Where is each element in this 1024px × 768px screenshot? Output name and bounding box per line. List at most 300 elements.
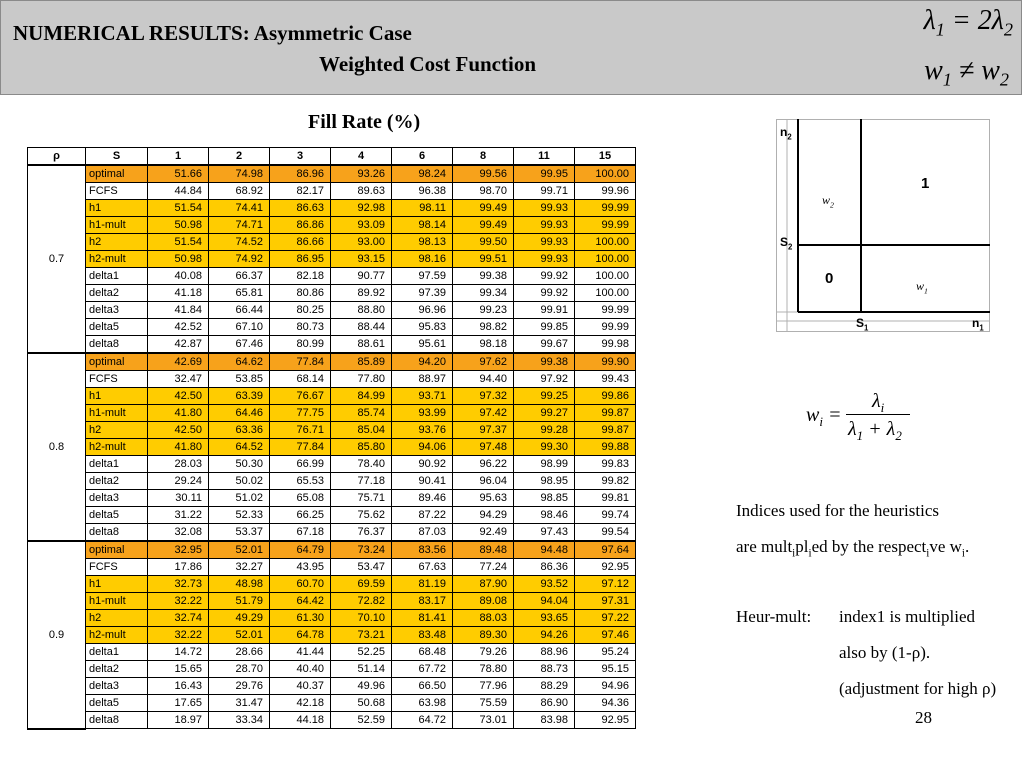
note-line-2: are $mult_ipl_ied$ by the respect$_i$ve $w_i$. — [736, 537, 970, 560]
fill-rate-cell: 99.98 — [575, 336, 636, 354]
fill-rate-cell: 99.88 — [575, 439, 636, 456]
policy-label: h2 — [86, 422, 148, 439]
fill-rate-cell: 86.66 — [270, 234, 331, 251]
fill-rate-cell: 50.02 — [209, 473, 270, 490]
fill-rate-cell: 95.83 — [392, 319, 453, 336]
fill-rate-cell: 74.98 — [209, 165, 270, 183]
policy-label: h1-mult — [86, 405, 148, 422]
fill-rate-cell: 94.06 — [392, 439, 453, 456]
fill-rate-cell: 51.02 — [209, 490, 270, 507]
fill-rate-cell: 63.36 — [209, 422, 270, 439]
fill-rate-cell: 78.40 — [331, 456, 392, 473]
policy-label: optimal — [86, 165, 148, 183]
table-row — [28, 371, 636, 388]
policy-label: h2 — [86, 610, 148, 627]
fill-rate-cell: 32.74 — [148, 610, 209, 627]
fill-rate-cell: 100.00 — [575, 285, 636, 302]
fill-rate-cell: 97.39 — [392, 285, 453, 302]
table-row — [28, 336, 636, 354]
fill-rate-cell: 97.42 — [453, 405, 514, 422]
fill-rate-cell: 52.01 — [209, 541, 270, 559]
fill-rate-cell: 96.38 — [392, 183, 453, 200]
fill-rate-cell: 99.74 — [575, 507, 636, 524]
fill-rate-cell: 100.00 — [575, 165, 636, 183]
table-row — [28, 661, 636, 678]
fill-rate-cell: 64.62 — [209, 353, 270, 371]
fill-rate-cell: 51.54 — [148, 234, 209, 251]
fill-rate-cell: 99.56 — [453, 165, 514, 183]
column-header: 6 — [392, 148, 453, 166]
fill-rate-cell: 99.82 — [575, 473, 636, 490]
fill-rate-cell: 66.99 — [270, 456, 331, 473]
policy-label: delta1 — [86, 456, 148, 473]
fill-rate-cell: 83.56 — [392, 541, 453, 559]
table-row — [28, 234, 636, 251]
fill-rate-cell: 83.17 — [392, 593, 453, 610]
slide-header — [0, 0, 1022, 95]
policy-label: h2-mult — [86, 439, 148, 456]
fill-rate-cell: 68.92 — [209, 183, 270, 200]
fill-rate-cell: 99.81 — [575, 490, 636, 507]
fill-rate-cell: 85.74 — [331, 405, 392, 422]
policy-label: delta5 — [86, 319, 148, 336]
fill-rate-cell: 99.83 — [575, 456, 636, 473]
policy-label: delta2 — [86, 285, 148, 302]
fill-rate-cell: 99.51 — [453, 251, 514, 268]
fill-rate-cell: 99.99 — [575, 302, 636, 319]
fill-rate-cell: 89.46 — [392, 490, 453, 507]
fill-rate-cell: 92.98 — [331, 200, 392, 217]
fill-rate-cell: 94.29 — [453, 507, 514, 524]
fill-rate-cell: 66.44 — [209, 302, 270, 319]
policy-label: delta8 — [86, 712, 148, 729]
table-row — [28, 285, 636, 302]
fill-rate-cell: 94.40 — [453, 371, 514, 388]
fill-rate-cell: 42.50 — [148, 422, 209, 439]
fill-rate-cell: 86.36 — [514, 559, 575, 576]
policy-label: h1 — [86, 388, 148, 405]
fill-rate-cell: 99.85 — [514, 319, 575, 336]
fill-rate-cell: 99.95 — [514, 165, 575, 183]
fill-rate-cell: 74.71 — [209, 217, 270, 234]
table-body — [28, 165, 636, 729]
fill-rate-cell: 93.76 — [392, 422, 453, 439]
fill-rate-cell: 98.70 — [453, 183, 514, 200]
fill-rate-cell: 82.17 — [270, 183, 331, 200]
fill-rate-cell: 96.96 — [392, 302, 453, 319]
column-header: 3 — [270, 148, 331, 166]
fill-rate-cell: 50.98 — [148, 251, 209, 268]
heur-mult-text — [839, 599, 996, 707]
fill-rate-cell: 92.95 — [575, 559, 636, 576]
fill-rate-cell: 92.49 — [453, 524, 514, 542]
fill-rate-cell: 65.53 — [270, 473, 331, 490]
fill-rate-cell: 44.84 — [148, 183, 209, 200]
fill-rate-cell: 95.61 — [392, 336, 453, 354]
fill-rate-cell: 94.36 — [575, 695, 636, 712]
fill-rate-cell: 41.84 — [148, 302, 209, 319]
fill-rate-cell: 53.47 — [331, 559, 392, 576]
fill-rate-cell: 74.41 — [209, 200, 270, 217]
table-row — [28, 268, 636, 285]
fill-rate-cell: 63.98 — [392, 695, 453, 712]
fill-rate-cell: 64.78 — [270, 627, 331, 644]
s2-label: $S_2$ — [780, 235, 793, 252]
fill-rate-cell: 85.04 — [331, 422, 392, 439]
table-row — [28, 165, 636, 183]
column-header: 8 — [453, 148, 514, 166]
fill-rate-cell: 98.95 — [514, 473, 575, 490]
fill-rate-cell: 80.73 — [270, 319, 331, 336]
fill-rate-cell: 88.73 — [514, 661, 575, 678]
fill-rate-cell: 89.92 — [331, 285, 392, 302]
policy-label: delta8 — [86, 524, 148, 542]
fill-rate-cell: 99.23 — [453, 302, 514, 319]
fill-rate-cell: 63.39 — [209, 388, 270, 405]
fill-rate-cell: 99.54 — [575, 524, 636, 542]
fill-rate-cell: 76.71 — [270, 422, 331, 439]
fill-rate-cell: 32.08 — [148, 524, 209, 542]
fill-rate-cell: 77.75 — [270, 405, 331, 422]
fill-rate-cell: 77.96 — [453, 678, 514, 695]
rho-cell: 0.8 — [28, 353, 86, 541]
fill-rate-cell: 93.71 — [392, 388, 453, 405]
fill-rate-cell: 99.92 — [514, 268, 575, 285]
fill-rate-cell: 70.10 — [331, 610, 392, 627]
fill-rate-cell: 88.96 — [514, 644, 575, 661]
fill-rate-cell: 89.48 — [453, 541, 514, 559]
fill-rate-cell: 66.50 — [392, 678, 453, 695]
fill-rate-cell: 99.34 — [453, 285, 514, 302]
fraction-bar — [846, 414, 910, 415]
table-row — [28, 200, 636, 217]
fill-rate-cell: 87.03 — [392, 524, 453, 542]
fill-rate-cell: 33.34 — [209, 712, 270, 729]
fill-rate-cell: 93.09 — [331, 217, 392, 234]
fill-rate-cell: 51.14 — [331, 661, 392, 678]
formula-denominator: $\lambda_1 + \lambda_2$ — [848, 418, 902, 443]
table-row — [28, 507, 636, 524]
fill-rate-cell: 73.21 — [331, 627, 392, 644]
fill-rate-cell: 93.26 — [331, 165, 392, 183]
fill-rate-cell: 15.65 — [148, 661, 209, 678]
fill-rate-cell: 28.70 — [209, 661, 270, 678]
table-row — [28, 644, 636, 661]
fill-rate-cell: 66.37 — [209, 268, 270, 285]
fill-rate-cell: 16.43 — [148, 678, 209, 695]
fill-rate-cell: 99.91 — [514, 302, 575, 319]
fill-rate-cell: 40.37 — [270, 678, 331, 695]
table-row — [28, 302, 636, 319]
fill-rate-cell: 94.20 — [392, 353, 453, 371]
table-row — [28, 541, 636, 559]
fill-rate-cell: 42.50 — [148, 388, 209, 405]
fill-rate-cell: 97.48 — [453, 439, 514, 456]
fill-rate-cell: 99.93 — [514, 234, 575, 251]
fill-rate-cell: 100.00 — [575, 268, 636, 285]
fill-rate-cell: 100.00 — [575, 251, 636, 268]
fill-rate-cell: 49.96 — [331, 678, 392, 695]
s1-label: $S_1$ — [856, 316, 869, 333]
fill-rate-cell: 81.41 — [392, 610, 453, 627]
fill-rate-cell: 99.25 — [514, 388, 575, 405]
fill-rate-cell: 51.79 — [209, 593, 270, 610]
heur-mult-label: Heur-mult: — [736, 607, 812, 626]
fill-rate-cell: 85.80 — [331, 439, 392, 456]
fill-rate-cell: 77.18 — [331, 473, 392, 490]
fill-rate-cell: 99.49 — [453, 217, 514, 234]
fill-rate-cell: 64.72 — [392, 712, 453, 729]
fill-rate-cell: 75.62 — [331, 507, 392, 524]
table-row — [28, 422, 636, 439]
policy-label: FCFS — [86, 559, 148, 576]
fill-rate-cell: 67.72 — [392, 661, 453, 678]
n1-label: $n_1$ — [972, 316, 984, 333]
fill-rate-cell: 65.08 — [270, 490, 331, 507]
fill-rate-cell: 86.95 — [270, 251, 331, 268]
fill-rate-cell: 94.26 — [514, 627, 575, 644]
fill-rate-cell: 97.37 — [453, 422, 514, 439]
heuristic-notes — [736, 493, 969, 571]
fill-rate-cell: 94.96 — [575, 678, 636, 695]
fill-rate-cell: 98.13 — [392, 234, 453, 251]
fill-rate-cell: 99.90 — [575, 353, 636, 371]
fill-rate-cell: 51.66 — [148, 165, 209, 183]
fill-rate-cell: 75.71 — [331, 490, 392, 507]
policy-label: h2 — [86, 234, 148, 251]
fill-rate-cell: 97.92 — [514, 371, 575, 388]
fill-rate-cell: 69.59 — [331, 576, 392, 593]
table-row — [28, 405, 636, 422]
table-row — [28, 610, 636, 627]
policy-label: FCFS — [86, 371, 148, 388]
fill-rate-cell: 29.24 — [148, 473, 209, 490]
table-row — [28, 712, 636, 729]
fill-rate-cell: 72.82 — [331, 593, 392, 610]
fill-rate-cell: 52.33 — [209, 507, 270, 524]
table-row — [28, 217, 636, 234]
fill-rate-cell: 99.87 — [575, 422, 636, 439]
policy-label: h1 — [86, 576, 148, 593]
title-line-2: Weighted Cost Function — [319, 52, 537, 76]
diagram-grid — [776, 119, 990, 332]
policy-label: h1-mult — [86, 217, 148, 234]
fill-rate-cell: 98.24 — [392, 165, 453, 183]
fill-rate-cell: 99.67 — [514, 336, 575, 354]
fill-rate-cell: 31.22 — [148, 507, 209, 524]
column-header: 4 — [331, 148, 392, 166]
fill-rate-cell: 52.59 — [331, 712, 392, 729]
fill-rate-table — [27, 147, 636, 730]
table-header-row — [28, 148, 636, 166]
fill-rate-cell: 94.48 — [514, 541, 575, 559]
fill-rate-cell: 85.89 — [331, 353, 392, 371]
fill-rate-cell: 43.95 — [270, 559, 331, 576]
fill-rate-cell: 97.31 — [575, 593, 636, 610]
fill-rate-cell: 99.28 — [514, 422, 575, 439]
fill-rate-cell: 67.18 — [270, 524, 331, 542]
fill-rate-cell: 88.29 — [514, 678, 575, 695]
table-row — [28, 490, 636, 507]
table-row — [28, 473, 636, 490]
fill-rate-cell: 29.76 — [209, 678, 270, 695]
fill-rate-cell: 99.86 — [575, 388, 636, 405]
fill-rate-cell: 64.46 — [209, 405, 270, 422]
fill-rate-cell: 79.26 — [453, 644, 514, 661]
fill-rate-cell: 88.44 — [331, 319, 392, 336]
fill-rate-cell: 74.52 — [209, 234, 270, 251]
fill-rate-cell: 96.22 — [453, 456, 514, 473]
formula-numerator: $\lambda_i$ — [872, 390, 885, 415]
fill-rate-cell: 32.22 — [148, 593, 209, 610]
fill-rate-cell: 64.79 — [270, 541, 331, 559]
fill-rate-cell: 32.47 — [148, 371, 209, 388]
fill-rate-cell: 60.70 — [270, 576, 331, 593]
fill-rate-cell: 14.72 — [148, 644, 209, 661]
fill-rate-cell: 88.61 — [331, 336, 392, 354]
fill-rate-cell: 31.47 — [209, 695, 270, 712]
fill-rate-cell: 98.16 — [392, 251, 453, 268]
rho-cell: 0.7 — [28, 165, 86, 353]
table-row — [28, 593, 636, 610]
fill-rate-cell: 99.93 — [514, 251, 575, 268]
fill-rate-cell: 95.15 — [575, 661, 636, 678]
fill-rate-cell: 97.22 — [575, 610, 636, 627]
table-row — [28, 559, 636, 576]
fill-rate-cell: 82.18 — [270, 268, 331, 285]
table-row — [28, 439, 636, 456]
fill-rate-cell: 50.98 — [148, 217, 209, 234]
fill-rate-cell: 86.63 — [270, 200, 331, 217]
fill-rate-cell: 83.98 — [514, 712, 575, 729]
fill-rate-cell: 40.40 — [270, 661, 331, 678]
fill-rate-cell: 30.11 — [148, 490, 209, 507]
table-row — [28, 456, 636, 473]
fill-rate-cell: 76.67 — [270, 388, 331, 405]
policy-label: delta3 — [86, 302, 148, 319]
fill-rate-cell: 99.93 — [514, 200, 575, 217]
fill-rate-cell: 86.86 — [270, 217, 331, 234]
fill-rate-cell: 41.18 — [148, 285, 209, 302]
fill-rate-cell: 83.48 — [392, 627, 453, 644]
policy-label: h2-mult — [86, 251, 148, 268]
policy-label: optimal — [86, 353, 148, 371]
fill-rate-cell: 81.19 — [392, 576, 453, 593]
fill-rate-cell: 99.43 — [575, 371, 636, 388]
fill-rate-cell: 98.85 — [514, 490, 575, 507]
fill-rate-cell: 74.92 — [209, 251, 270, 268]
fill-rate-cell: 65.81 — [209, 285, 270, 302]
fill-rate-cell: 92.95 — [575, 712, 636, 729]
fill-rate-cell: 52.25 — [331, 644, 392, 661]
fill-rate-cell: 99.27 — [514, 405, 575, 422]
fill-rate-cell: 87.90 — [453, 576, 514, 593]
fill-rate-cell: 61.30 — [270, 610, 331, 627]
fill-rate-cell: 77.84 — [270, 353, 331, 371]
fill-rate-cell: 97.59 — [392, 268, 453, 285]
fill-rate-cell: 44.18 — [270, 712, 331, 729]
fill-rate-cell: 50.30 — [209, 456, 270, 473]
fill-rate-cell: 90.92 — [392, 456, 453, 473]
fill-rate-cell: 73.01 — [453, 712, 514, 729]
fill-rate-cell: 93.15 — [331, 251, 392, 268]
fill-rate-cell: 66.25 — [270, 507, 331, 524]
policy-label: h2-mult — [86, 627, 148, 644]
fill-rate-cell: 93.00 — [331, 234, 392, 251]
fill-rate-cell: 50.68 — [331, 695, 392, 712]
fill-rate-cell: 75.59 — [453, 695, 514, 712]
column-header: 11 — [514, 148, 575, 166]
table-row — [28, 251, 636, 268]
fill-rate-cell: 88.80 — [331, 302, 392, 319]
fill-rate-cell: 99.49 — [453, 200, 514, 217]
formula-lhs: $w_i$ = — [806, 404, 842, 429]
fill-rate-cell: 53.85 — [209, 371, 270, 388]
policy-label: delta2 — [86, 661, 148, 678]
fill-rate-cell: 17.65 — [148, 695, 209, 712]
region-0-label: 0 — [825, 270, 834, 287]
table-row — [28, 627, 636, 644]
policy-label: delta8 — [86, 336, 148, 354]
fill-rate-cell: 28.66 — [209, 644, 270, 661]
policy-label: delta3 — [86, 678, 148, 695]
column-header: ρ — [28, 148, 86, 166]
fill-rate-cell: 86.90 — [514, 695, 575, 712]
state-space-diagram — [776, 119, 990, 332]
fill-rate-cell: 97.12 — [575, 576, 636, 593]
lambda-equation: $\lambda_1 = 2\lambda_2$ — [923, 5, 1013, 40]
fill-rate-cell: 18.97 — [148, 712, 209, 729]
fill-rate-cell: 41.44 — [270, 644, 331, 661]
heur-line-3: (adjustment for high ρ) — [839, 679, 997, 698]
fill-rate-cell: 98.99 — [514, 456, 575, 473]
fill-rate-cell: 28.03 — [148, 456, 209, 473]
fill-rate-cell: 93.52 — [514, 576, 575, 593]
table-row — [28, 353, 636, 371]
fill-rate-cell: 86.96 — [270, 165, 331, 183]
policy-label: delta2 — [86, 473, 148, 490]
note-line-1: Indices used for the heuristics — [736, 501, 939, 520]
title-line-1: NUMERICAL RESULTS: Asymmetric Case — [13, 21, 412, 45]
heur-line-1: index1 is multiplied — [839, 607, 975, 626]
fill-rate-cell: 97.43 — [514, 524, 575, 542]
fill-rate-cell: 99.99 — [575, 217, 636, 234]
fill-rate-cell: 94.04 — [514, 593, 575, 610]
fill-rate-cell: 80.99 — [270, 336, 331, 354]
table-title: Fill Rate (%) — [308, 111, 421, 133]
fill-rate-cell: 98.46 — [514, 507, 575, 524]
fill-rate-cell: 99.92 — [514, 285, 575, 302]
table-row — [28, 319, 636, 336]
policy-label: delta1 — [86, 268, 148, 285]
fill-rate-cell: 98.14 — [392, 217, 453, 234]
fill-rate-cell: 32.95 — [148, 541, 209, 559]
heur-line-2: also by (1-ρ). — [839, 643, 931, 662]
fill-rate-cell: 84.99 — [331, 388, 392, 405]
fill-rate-cell: 99.38 — [453, 268, 514, 285]
fill-rate-cell: 68.48 — [392, 644, 453, 661]
column-header: 2 — [209, 148, 270, 166]
table-row — [28, 576, 636, 593]
w2-label: $w_2$ — [822, 193, 834, 210]
fill-rate-cell: 99.87 — [575, 405, 636, 422]
fill-rate-cell: 40.08 — [148, 268, 209, 285]
fill-rate-cell: 77.24 — [453, 559, 514, 576]
n2-label: $n_2$ — [780, 125, 792, 142]
table-row — [28, 678, 636, 695]
fill-rate-cell: 97.62 — [453, 353, 514, 371]
fill-rate-cell: 51.54 — [148, 200, 209, 217]
